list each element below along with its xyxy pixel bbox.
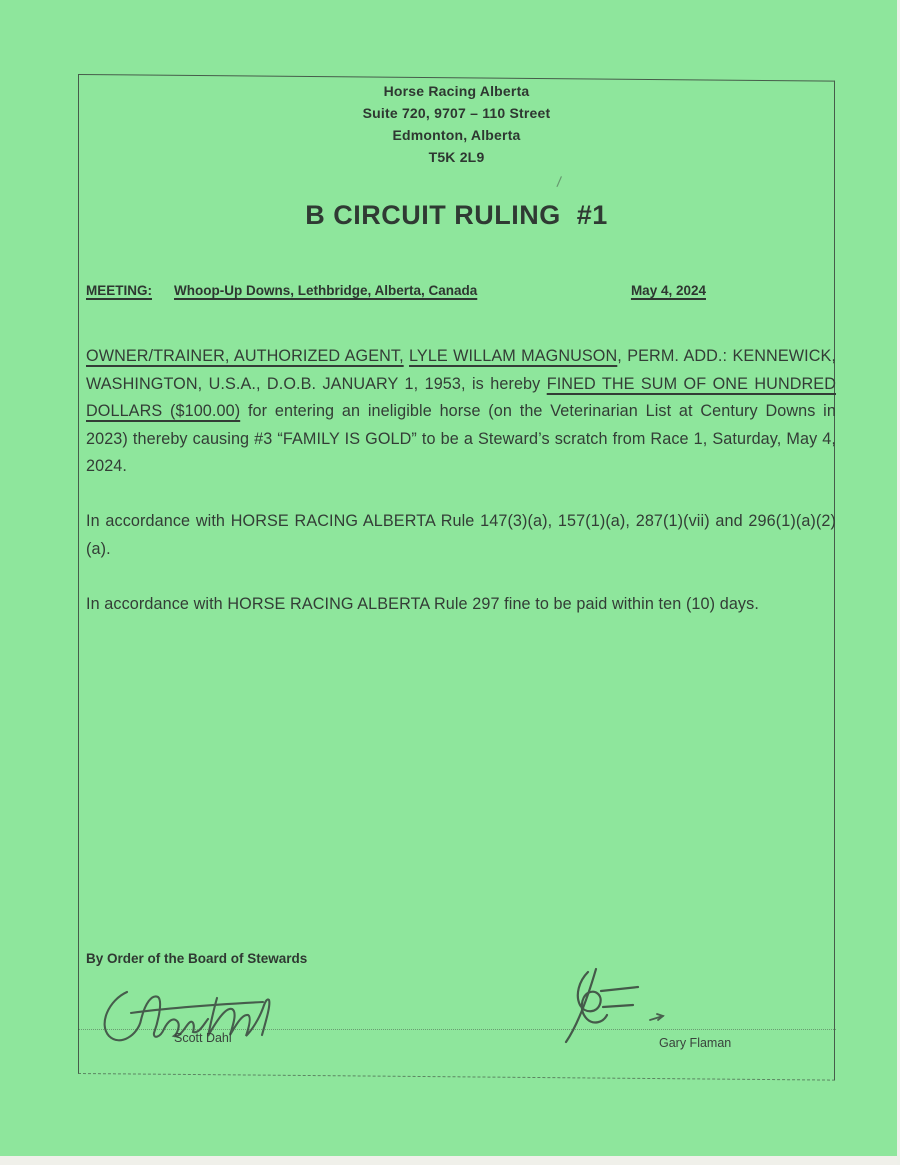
org-postal-code: T5K 2L9 <box>428 149 485 165</box>
meeting-row <box>86 283 832 298</box>
org-header <box>78 80 835 168</box>
segment-person-name: LYLE WILLAM MAGNUSON <box>409 347 618 365</box>
segment-address-dob: , PERM. ADD.: KENNEWICK, WASHINGTON, U.S.A., D.O.B. JANUARY 1, 1953, is hereby <box>86 347 836 393</box>
signature-name-gary: Gary Flaman <box>659 1036 732 1050</box>
ruling-title: B CIRCUIT RULING #1 <box>305 200 608 230</box>
segment-fine-amount: FINED THE SUM OF ONE HUNDRED DOLLARS ($100.00) <box>86 374 836 421</box>
meeting-location: Whoop-Up Downs, Lethbridge, Alberta, Canada <box>174 283 478 298</box>
org-name: Horse Racing Alberta <box>383 83 530 99</box>
org-address-line2: Edmonton, Alberta <box>392 127 521 143</box>
arrow-mark-icon <box>648 1012 666 1023</box>
stray-pen-mark: / <box>555 173 563 192</box>
segment-owner-trainer: OWNER/TRAINER, AUTHORIZED AGENT, <box>86 347 404 365</box>
org-address-line1: Suite 720, 9707 – 110 Street <box>362 105 551 121</box>
by-order-line: By Order of the Board of Stewards <box>86 951 308 966</box>
signature-name-scott: Scott Dahl <box>174 1031 232 1045</box>
segment-reason: for entering an ineligible horse (on the Veterinarian List at Century Downs in 2023) thereby causing #3 “FAMILY IS GOLD” to be a Steward’s scratch from Race 1, Saturday, May 4, 2024. <box>86 402 836 476</box>
scan-edge-bottom <box>0 1156 900 1165</box>
ruling-paragraph-2: In accordance with HORSE RACING ALBERTA Rule 147(3)(a), 157(1)(a), 287(1)(vii) and 296(1)(a)(2)(a). <box>86 512 836 558</box>
meeting-label: MEETING: <box>86 283 152 298</box>
ruling-paragraph-1 <box>86 343 836 481</box>
ruling-paragraph-3: In accordance with HORSE RACING ALBERTA Rule 297 fine to be paid within ten (10) days. <box>86 595 759 613</box>
meeting-date: May 4, 2024 <box>630 283 706 298</box>
signature-gary-flaman <box>548 966 656 1048</box>
